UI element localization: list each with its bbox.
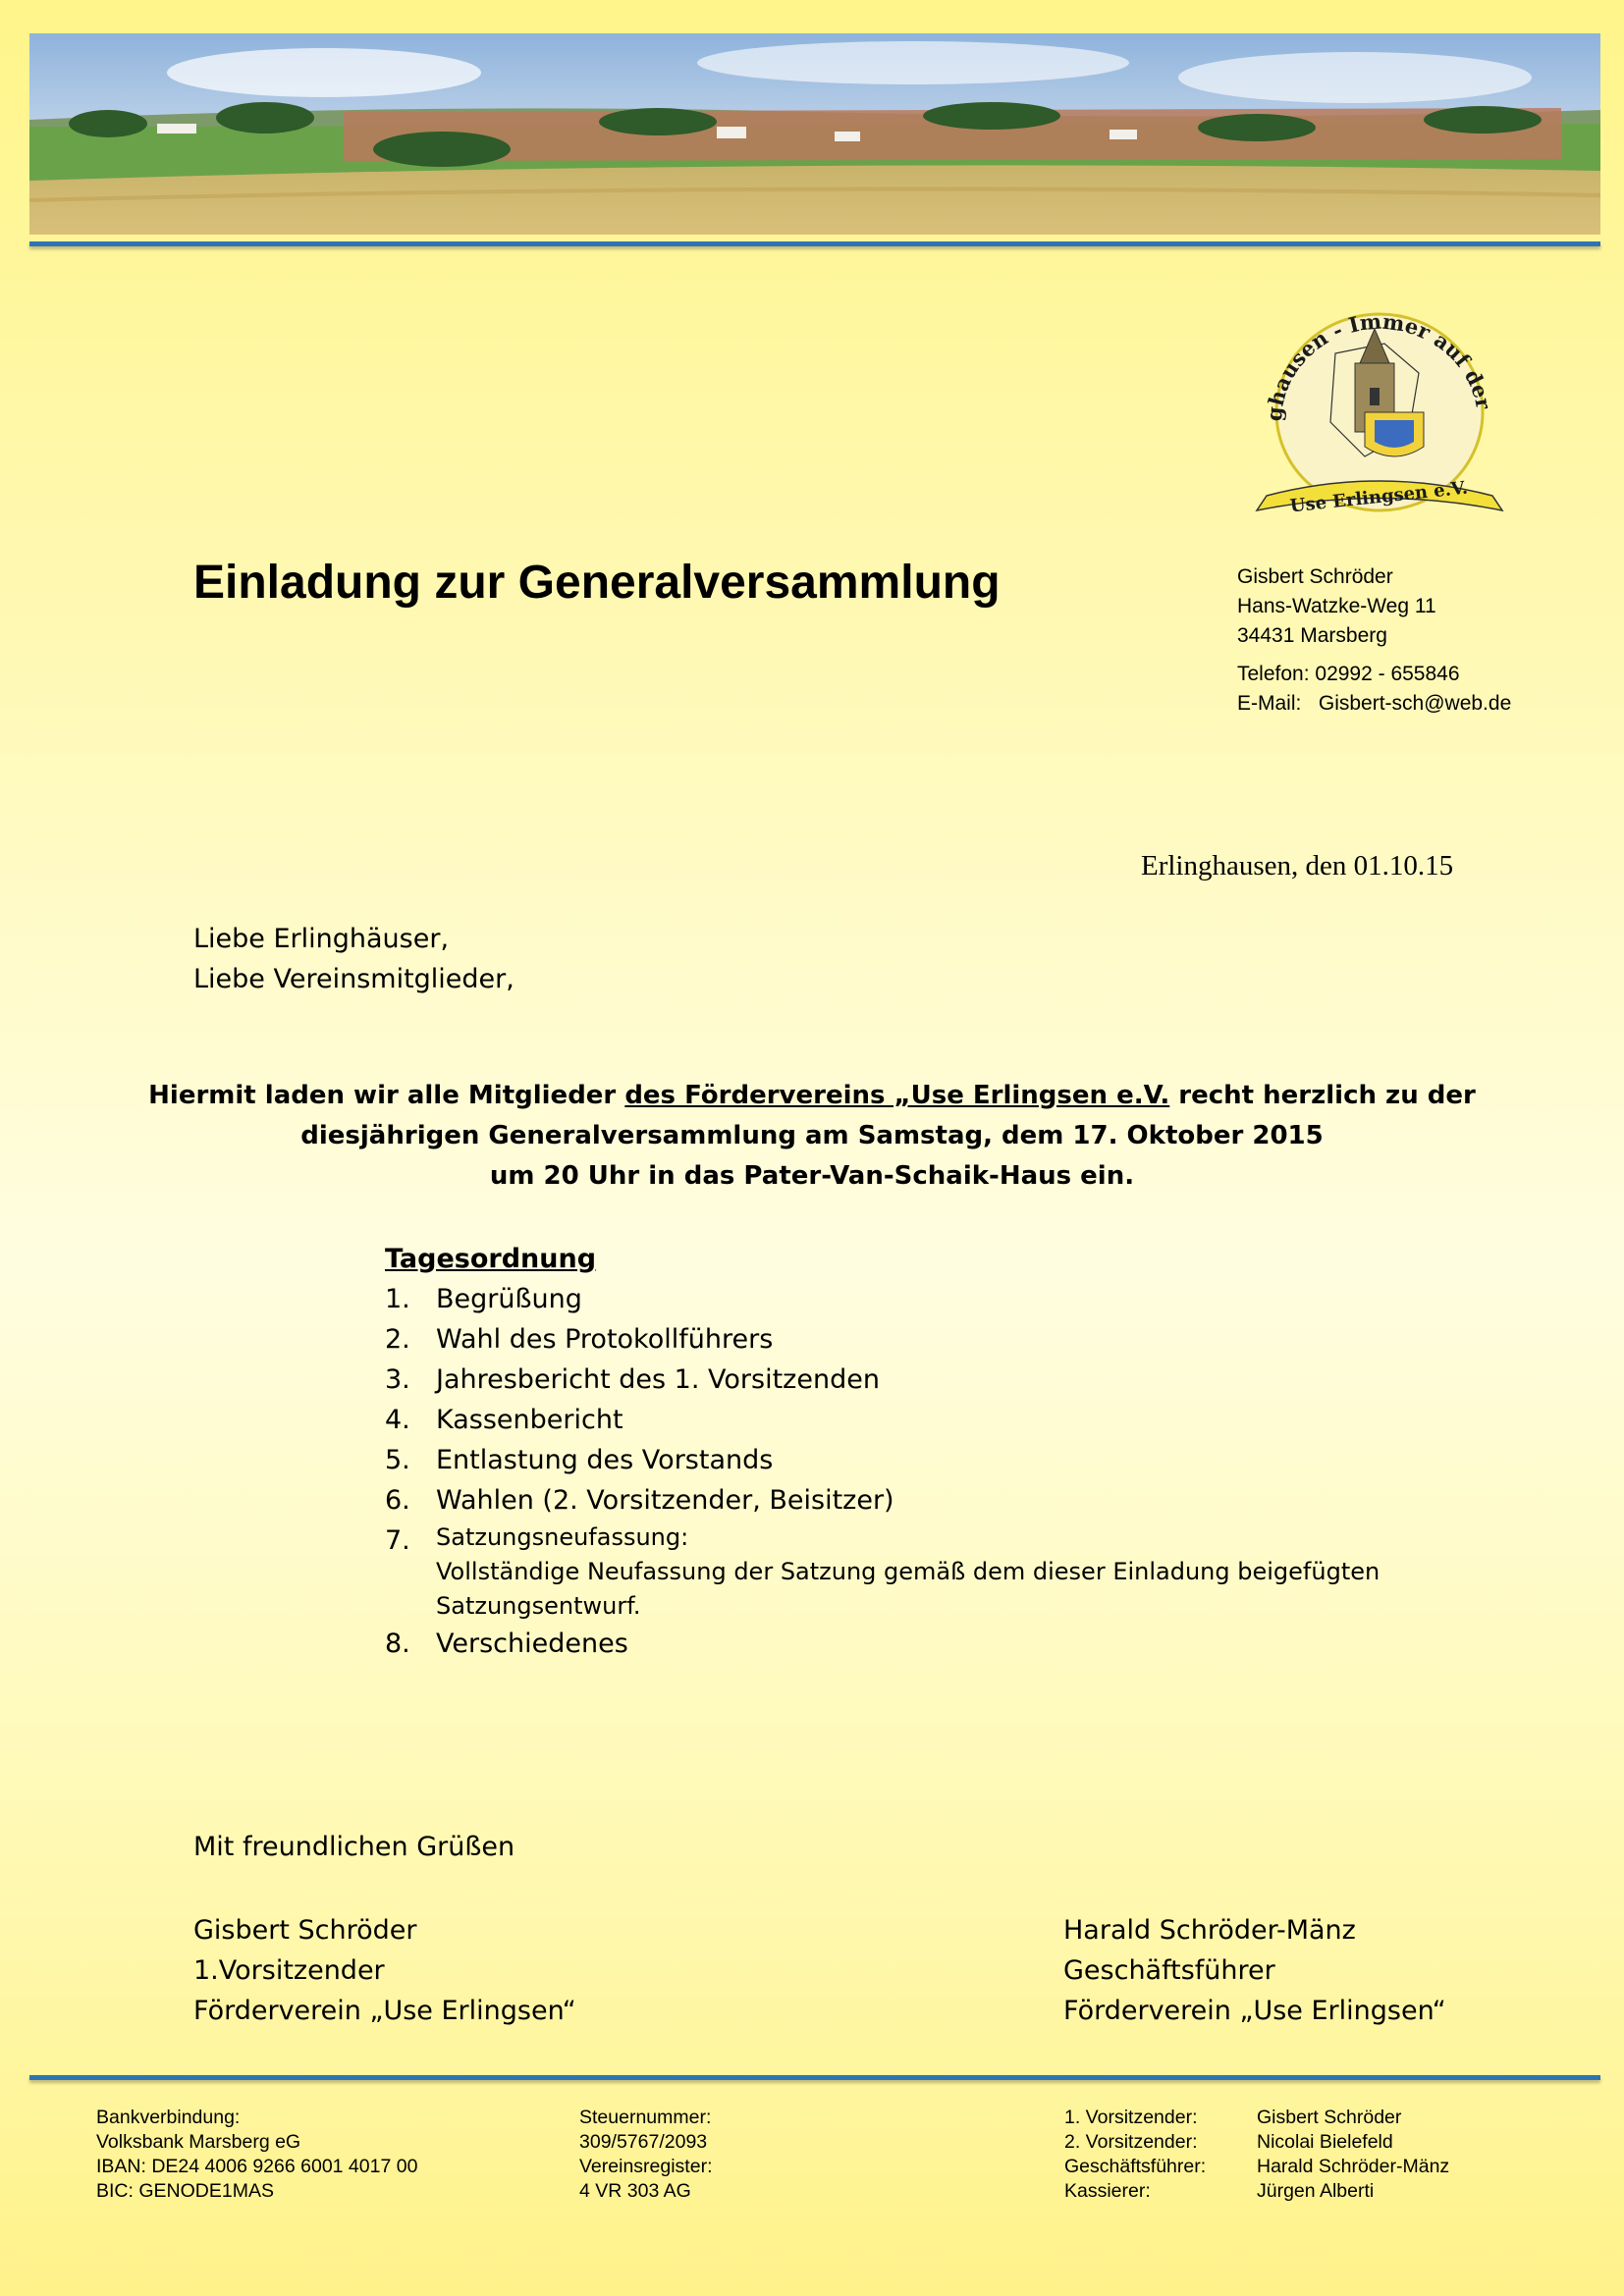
salutation-line: Liebe Vereinsmitglieder, [193,964,514,994]
signer-org: Förderverein „Use Erlingsen“ [1063,1996,1446,2026]
invitation-line-2: diesjährigen Generalversammlung am Samstag, dem 17. Oktober 2015 [300,1121,1324,1150]
sender-email-label: E-Mail: [1237,692,1302,715]
agenda-item [385,1624,1380,1664]
footer-rule [29,2075,1600,2080]
club-logo [1247,285,1512,530]
closing: Mit freundlichen Grüßen [193,1832,515,1862]
sender-phone: Telefon: 02992 - 655846 [1237,663,1460,685]
sender-contact [1237,660,1511,719]
board-role: Kassierer: [1064,2180,1151,2202]
agenda-detail-line: Satzungsentwurf. [436,1592,641,1620]
agenda-text: Kassenbericht [436,1405,623,1435]
footer-board-members [1064,2106,1449,2204]
agenda-number: 1. [385,1284,410,1314]
board-role: 1. Vorsitzender: [1064,2107,1198,2128]
agenda [385,1239,1380,1664]
board-name: Jürgen Alberti [1257,2180,1375,2202]
signature-left [193,1910,576,2031]
agenda-item [385,1440,1380,1480]
agenda-number: 4. [385,1405,410,1435]
agenda-text: Jahresbericht des 1. Vorsitzenden [436,1364,880,1395]
agenda-item-detail [436,1521,1380,1624]
footer-line: Bankverbindung: [96,2107,241,2128]
svg-text:Use Erlingsen e.V.: Use Erlingsen e.V. [1288,477,1469,517]
agenda-item [385,1319,1380,1360]
signer-name: Gisbert Schröder [193,1915,417,1946]
page-title: Einladung zur Generalversammlung [193,557,1001,609]
sender-street: Hans-Watzke-Weg 11 [1237,595,1436,617]
board-name: Harald Schröder-Mänz [1257,2156,1450,2177]
salutation [193,919,514,999]
signer-name: Harald Schröder-Mänz [1063,1915,1356,1946]
footer-line: 309/5767/2093 [579,2131,708,2153]
footer-line: 4 VR 303 AG [579,2180,691,2202]
signer-role: Geschäftsführer [1063,1955,1275,1986]
agenda-number: 5. [385,1445,410,1475]
agenda-number: 6. [385,1485,410,1516]
invitation-line-3: um 20 Uhr in das Pater-Van-Schaik-Haus ein. [489,1161,1135,1191]
board-role: Geschäftsführer: [1064,2156,1207,2177]
footer-line: IBAN: DE24 4006 9266 6001 4017 00 [96,2156,418,2177]
signer-role: 1.Vorsitzender [193,1955,385,1986]
footer-line: Vereinsregister: [579,2156,713,2177]
agenda-number: 3. [385,1364,410,1395]
footer-line: Volksbank Marsberg eG [96,2131,301,2153]
board-name: Nicolai Bielefeld [1257,2131,1393,2153]
invitation-text-part: recht herzlich zu der [1169,1081,1476,1110]
sender-city: 34431 Marsberg [1237,624,1387,647]
sender-email-link[interactable]: Gisbert-sch@web.de [1318,692,1512,715]
agenda-text: Wahl des Protokollführers [436,1324,774,1355]
board-role: 2. Vorsitzender: [1064,2131,1198,2153]
date-line: Erlinghausen, den 01.10.15 [1141,850,1454,881]
club-name-underlined: des Fördervereins „Use Erlingsen e.V. [624,1081,1170,1110]
agenda-detail-line: Vollständige Neufassung der Satzung gemäß dem dieser Einladung beigefügten [436,1558,1380,1585]
agenda-text: Begrüßung [436,1284,582,1314]
salutation-line: Liebe Erlinghäuser, [193,924,450,954]
invitation-line-1 [0,1076,1624,1116]
footer-line: BIC: GENODE1MAS [96,2180,274,2202]
footer-line: Steuernummer: [579,2107,712,2128]
agenda-item [385,1521,1380,1624]
header-rule [29,241,1600,246]
agenda-text: Wahlen (2. Vorsitzender, Beisitzer) [436,1485,894,1516]
header-panorama-image [29,33,1600,235]
sender-address [1237,562,1436,651]
agenda-item [385,1480,1380,1521]
agenda-title: Tagesordnung [385,1244,597,1274]
agenda-number: 8. [385,1629,410,1659]
invitation-text [0,1076,1624,1197]
sender-name: Gisbert Schröder [1237,565,1393,588]
agenda-item [385,1279,1380,1319]
board-name: Gisbert Schröder [1257,2107,1402,2128]
invitation-text-part: Hiermit laden wir alle Mitglieder [148,1081,625,1110]
agenda-text: Satzungsneufassung: [436,1523,689,1551]
agenda-item [385,1400,1380,1440]
svg-text:Erlinghausen - Immer auf der H: ghausen - Immer auf der [1261,308,1496,422]
signer-org: Förderverein „Use Erlingsen“ [193,1996,576,2026]
signature-right [1063,1910,1446,2031]
footer-tax-details [579,2106,712,2204]
footer-bank-details [96,2106,417,2204]
agenda-number: 7. [385,1525,410,1556]
agenda-text: Entlastung des Vorstands [436,1445,774,1475]
agenda-text: Verschiedenes [436,1629,628,1659]
agenda-item [385,1360,1380,1400]
sender-email-row [1237,689,1511,719]
agenda-number: 2. [385,1324,410,1355]
